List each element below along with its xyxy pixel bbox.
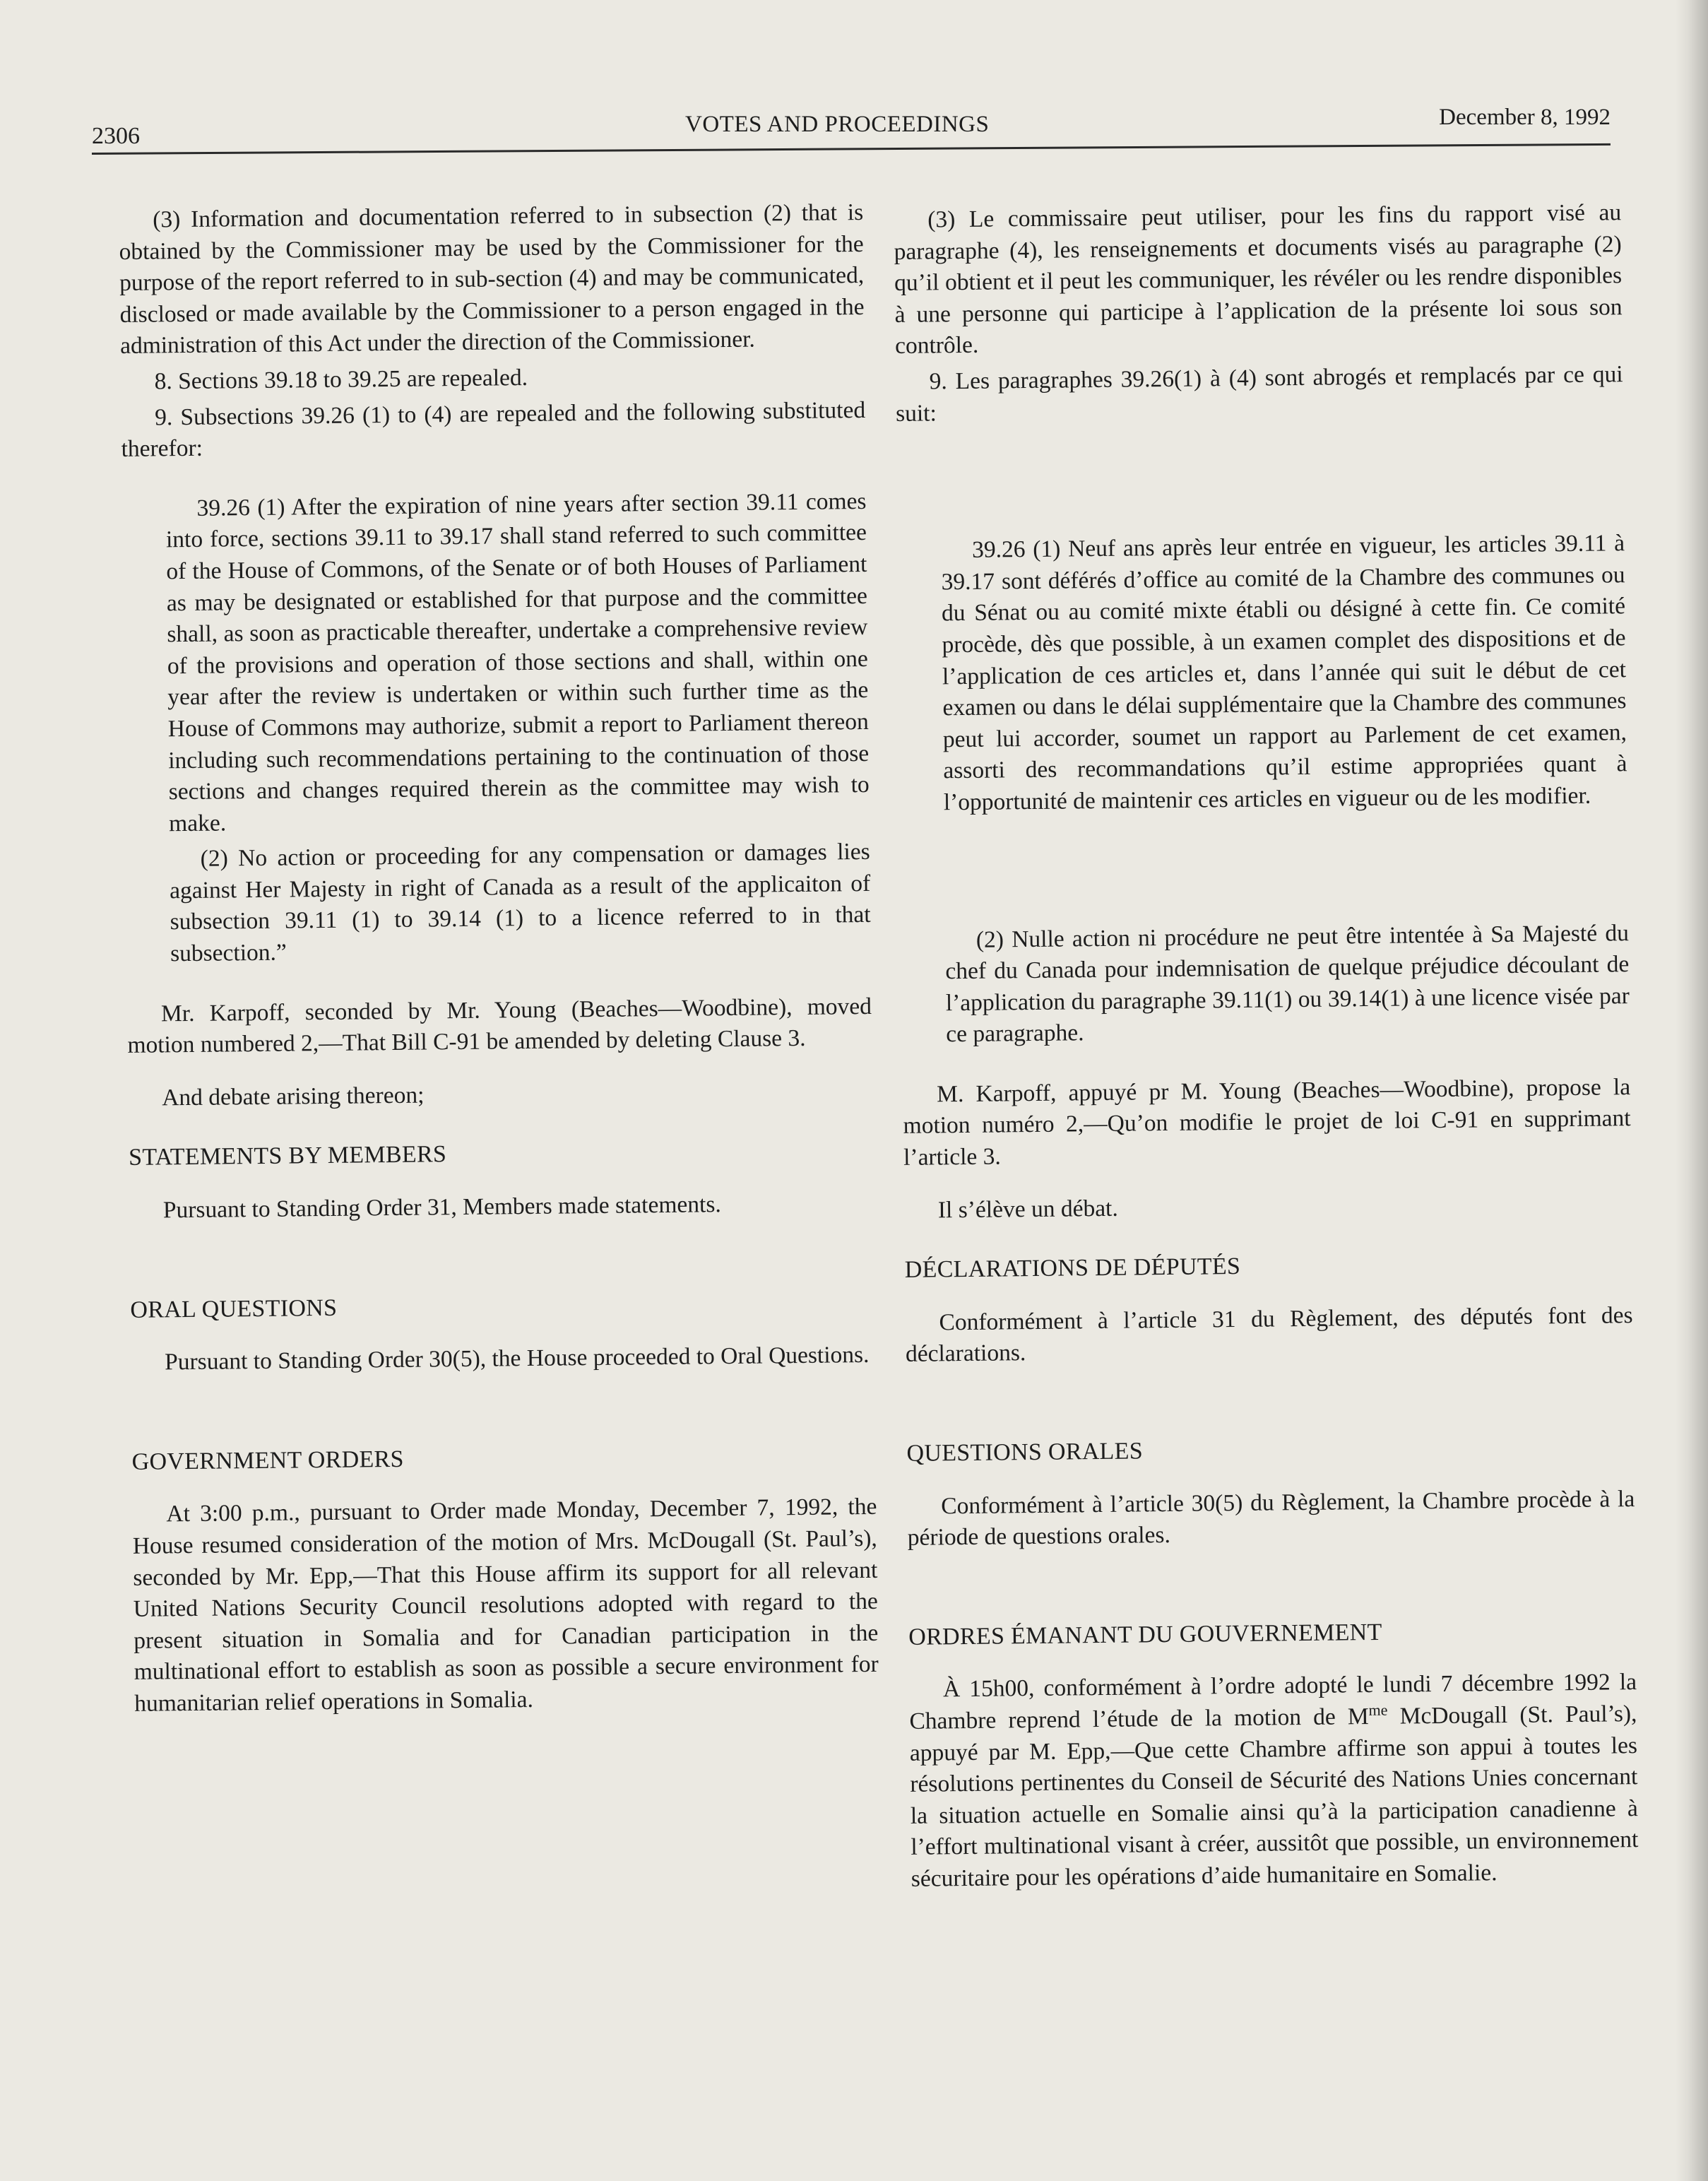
en-debate: And debate arising thereon; [162,1082,425,1111]
en-clause-9: 9. Subsections 39.26 (1) to (4) are repealed and the following substituted therefor: [121,396,866,463]
en-subsection-2-action: (2) No action or proceeding for any compensation or damages lies against Her Majesty in right of Canada as a result of the applicaiton of subsection 39.11 (1) to 39.14 (1) to a licence referred to in that subsection.” [169,839,871,967]
page-edge-shadow [1676,0,1708,2181]
fr-debate: Il s’élève un débat. [937,1195,1118,1224]
fr-heading-oral-questions: QUESTIONS ORALES [906,1438,1144,1467]
en-section-39-26: 39.26 (1) After the expiration of nine years after section 39.11 comes into force, sections 39.11 to 39.17 shall stand referred to such committee of the House of Commons, of the Senate or of both Houses of Parliament as may be designated or established for that purpose and the committee shall, as soon as practicable thereafter, undertake a comprehensive review of the provisions and operation of those sections and shall, within one year after the review is undertaken or within such further time as the House of Commons may authorize, submit a report to Parliament thereon including such recommendations pertaining to the continuation of those sections and changes required therein as the committee may wish to make. [165,487,870,837]
running-title: VOTES AND PROCEEDINGS [685,112,990,137]
fr-government-orders-part-b: McDougall (St. Paul’s), appuyé par M. Epp,—Que cette Chambre affirme son appui à toutes les résolutions pertinentes du Conseil de Sécurité des Nations Unies concernant la situation actuelle en Somalie ainsi qu’à la participation canadienne à l’effort multinational visant à créer, aussitôt que possible, un environnement sécuritaire pour les opérations d’aide humanitaire en Somalie. [909,1701,1639,1892]
fr-subsection-3: (3) Le commissaire peut utiliser, pour les fins du rapport visé au paragraphe (4), les renseignements et documents visés au paragraphe (2) qu’il obtient et il peut les communiquer, les révéler ou les rendre disponibles à une personne qui participe à l’application de la présente loi sous son contrôle. [894,199,1623,360]
en-government-orders: At 3:00 p.m., pursuant to Order made Monday, December 7, 1992, the House resumed consideration of the motion of Mrs. McDougall (St. Paul’s), seconded by Mr. Epp,—That this House affirm its support for all relevant United Nations Security Council resolutions adopted with regard to the present situation in Somalia and for Canadian participation in the multinational effort to establish as soon as possible a secure environment for humanitarian relief operations in Somalia. [132,1494,879,1717]
fr-heading-statements: DÉCLARATIONS DE DÉPUTÉS [904,1253,1241,1284]
fr-statements: Conformément à l’article 31 du Règlement, des députés font des déclarations. [905,1301,1633,1368]
fr-clause-9: 9. Les paragraphes 39.26(1) à (4) sont abrogés et remplacés par ce qui suit: [895,361,1623,427]
en-heading-government-orders: GOVERNMENT ORDERS [131,1446,404,1475]
french-column [894,197,1639,1895]
fr-heading-government-orders: ORDRES ÉMANANT DU GOUVERNEMENT [908,1619,1382,1650]
en-clause-8: 8. Sections 39.18 to 39.25 are repealed. [154,364,528,395]
english-column [119,197,879,1720]
header-rule [92,143,1611,155]
page-number: 2306 [92,123,140,149]
fr-government-orders-part-a: À 15h00, conformément à l’ordre adopté le lundi 7 décembre 1992 la Chambre reprend l’étude de la motion de M [909,1669,1637,1734]
en-oral-questions: Pursuant to Standing Order 30(5), the House proceeded to Oral Questions. [164,1342,870,1376]
en-heading-statements: STATEMENTS BY MEMBERS [128,1141,447,1171]
fr-oral-questions: Conformément à l’article 30(5) du Règlement, la Chambre procède à la période de questions orales. [907,1485,1635,1551]
page-header [92,99,1611,155]
fr-government-orders [909,1667,1639,1896]
fr-subsection-2-action: (2) Nulle action ni procédure ne peut être intentée à Sa Majesté du chef du Canada pour indemnisation de quelque préjudice découlant de l’application du paragraphe 39.11(1) ou 39.14(1) à une licence visée par ce paragraphe. [945,919,1630,1048]
fr-government-orders-superscript: me [1368,1701,1388,1719]
en-statements: Pursuant to Standing Order 31, Members made statements. [162,1191,721,1224]
en-motion: Mr. Karpoff, seconded by Mr. Young (Beaches—Woodbine), moved motion numbered 2,—That Bill C-91 be amended by deleting Clause 3. [127,993,872,1059]
en-subsection-3: (3) Information and documentation referred to in subsection (2) that is obtained by the Commissioner may be used by the Commissioner for the purpose of the report referred to in sub-section (4) and may be communicated, disclosed or made available by the Commissioner to a person engaged in the administration of this Act under the direction of the Commissioner. [119,199,865,360]
en-heading-oral-questions: ORAL QUESTIONS [130,1294,338,1323]
header-date: December 8, 1992 [1439,105,1611,130]
fr-section-39-26: 39.26 (1) Neuf ans après leur entrée en vigueur, les articles 39.11 à 39.17 sont déférés d’office au comité de la Chambre des communes ou du Sénat ou au comité mixte établi ou désigné à cette fin. Ce comité procède, dès que possible, à un examen complet des dispositions et de l’application de ces articles et, dans l’année qui suit le début de cet examen ou dans le délai supplémentaire que la Chambre des communes peut lui accorder, soumet un rapport au Parlement de cet examen, assorti des recommandations qu’il estime appropriées quant à l’opportunité de maintenir ces articles en vigueur ou de les modifier. [941,530,1627,816]
fr-motion: M. Karpoff, appuyé pr M. Young (Beaches—Woodbine), propose la motion numéro 2,—Qu’on modifie le projet de loi C-91 en supprimant l’article 3. [903,1074,1631,1171]
